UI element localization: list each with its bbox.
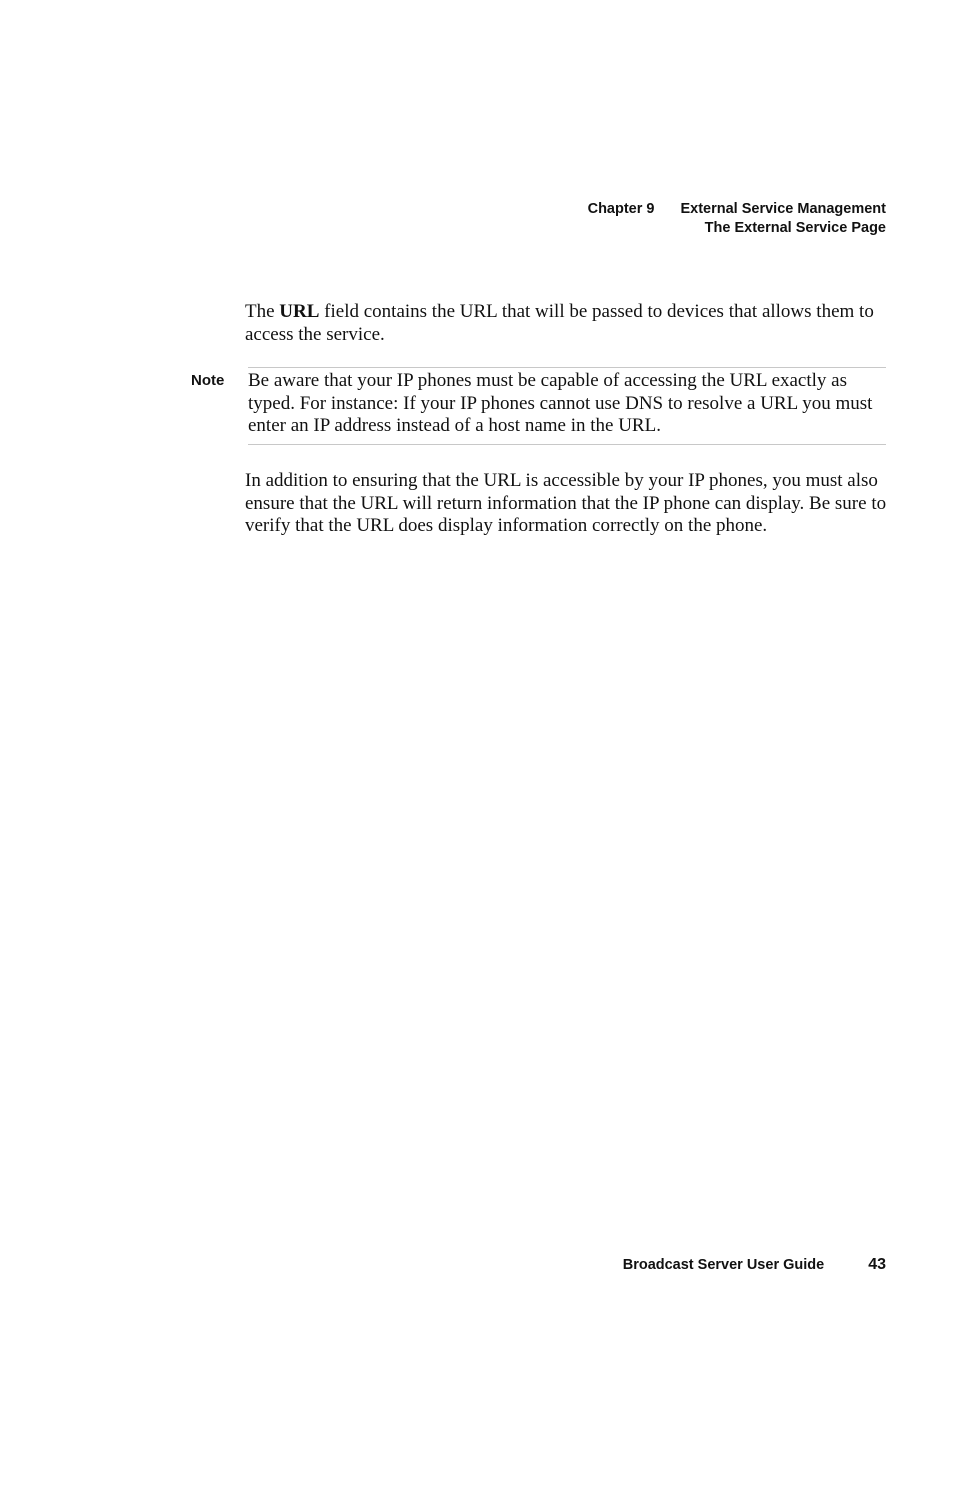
section-title: The External Service Page bbox=[704, 220, 886, 236]
note-label: Note bbox=[191, 372, 225, 389]
url-term: URL bbox=[279, 301, 320, 322]
header-line-1 bbox=[588, 200, 886, 219]
chapter-title: External Service Management bbox=[680, 201, 886, 217]
para1-lead: The bbox=[245, 301, 280, 322]
chapter-number: Chapter 9 bbox=[587, 201, 655, 217]
running-footer bbox=[623, 1255, 886, 1275]
url-accessibility-paragraph: In addition to ensuring that the URL is accessible by your IP phones, you must also ensure that the URL will return information that the IP phone can display. Be sure to verify that the URL does display information correctly on the phone. bbox=[245, 470, 887, 536]
para1-rest: field contains the URL that will be passed to devices that allows them to access the service. bbox=[245, 301, 874, 345]
note-text: Be aware that your IP phones must be capable of accessing the URL exactly as typed. For instance: If your IP phones cannot use DNS to resolve a URL you must enter an IP address instead of a host name in the URL. bbox=[248, 370, 873, 436]
running-header bbox=[588, 200, 886, 238]
url-field-paragraph bbox=[245, 301, 890, 346]
page-number: 43 bbox=[868, 1256, 886, 1273]
guide-title: Broadcast Server User Guide bbox=[622, 1257, 825, 1273]
